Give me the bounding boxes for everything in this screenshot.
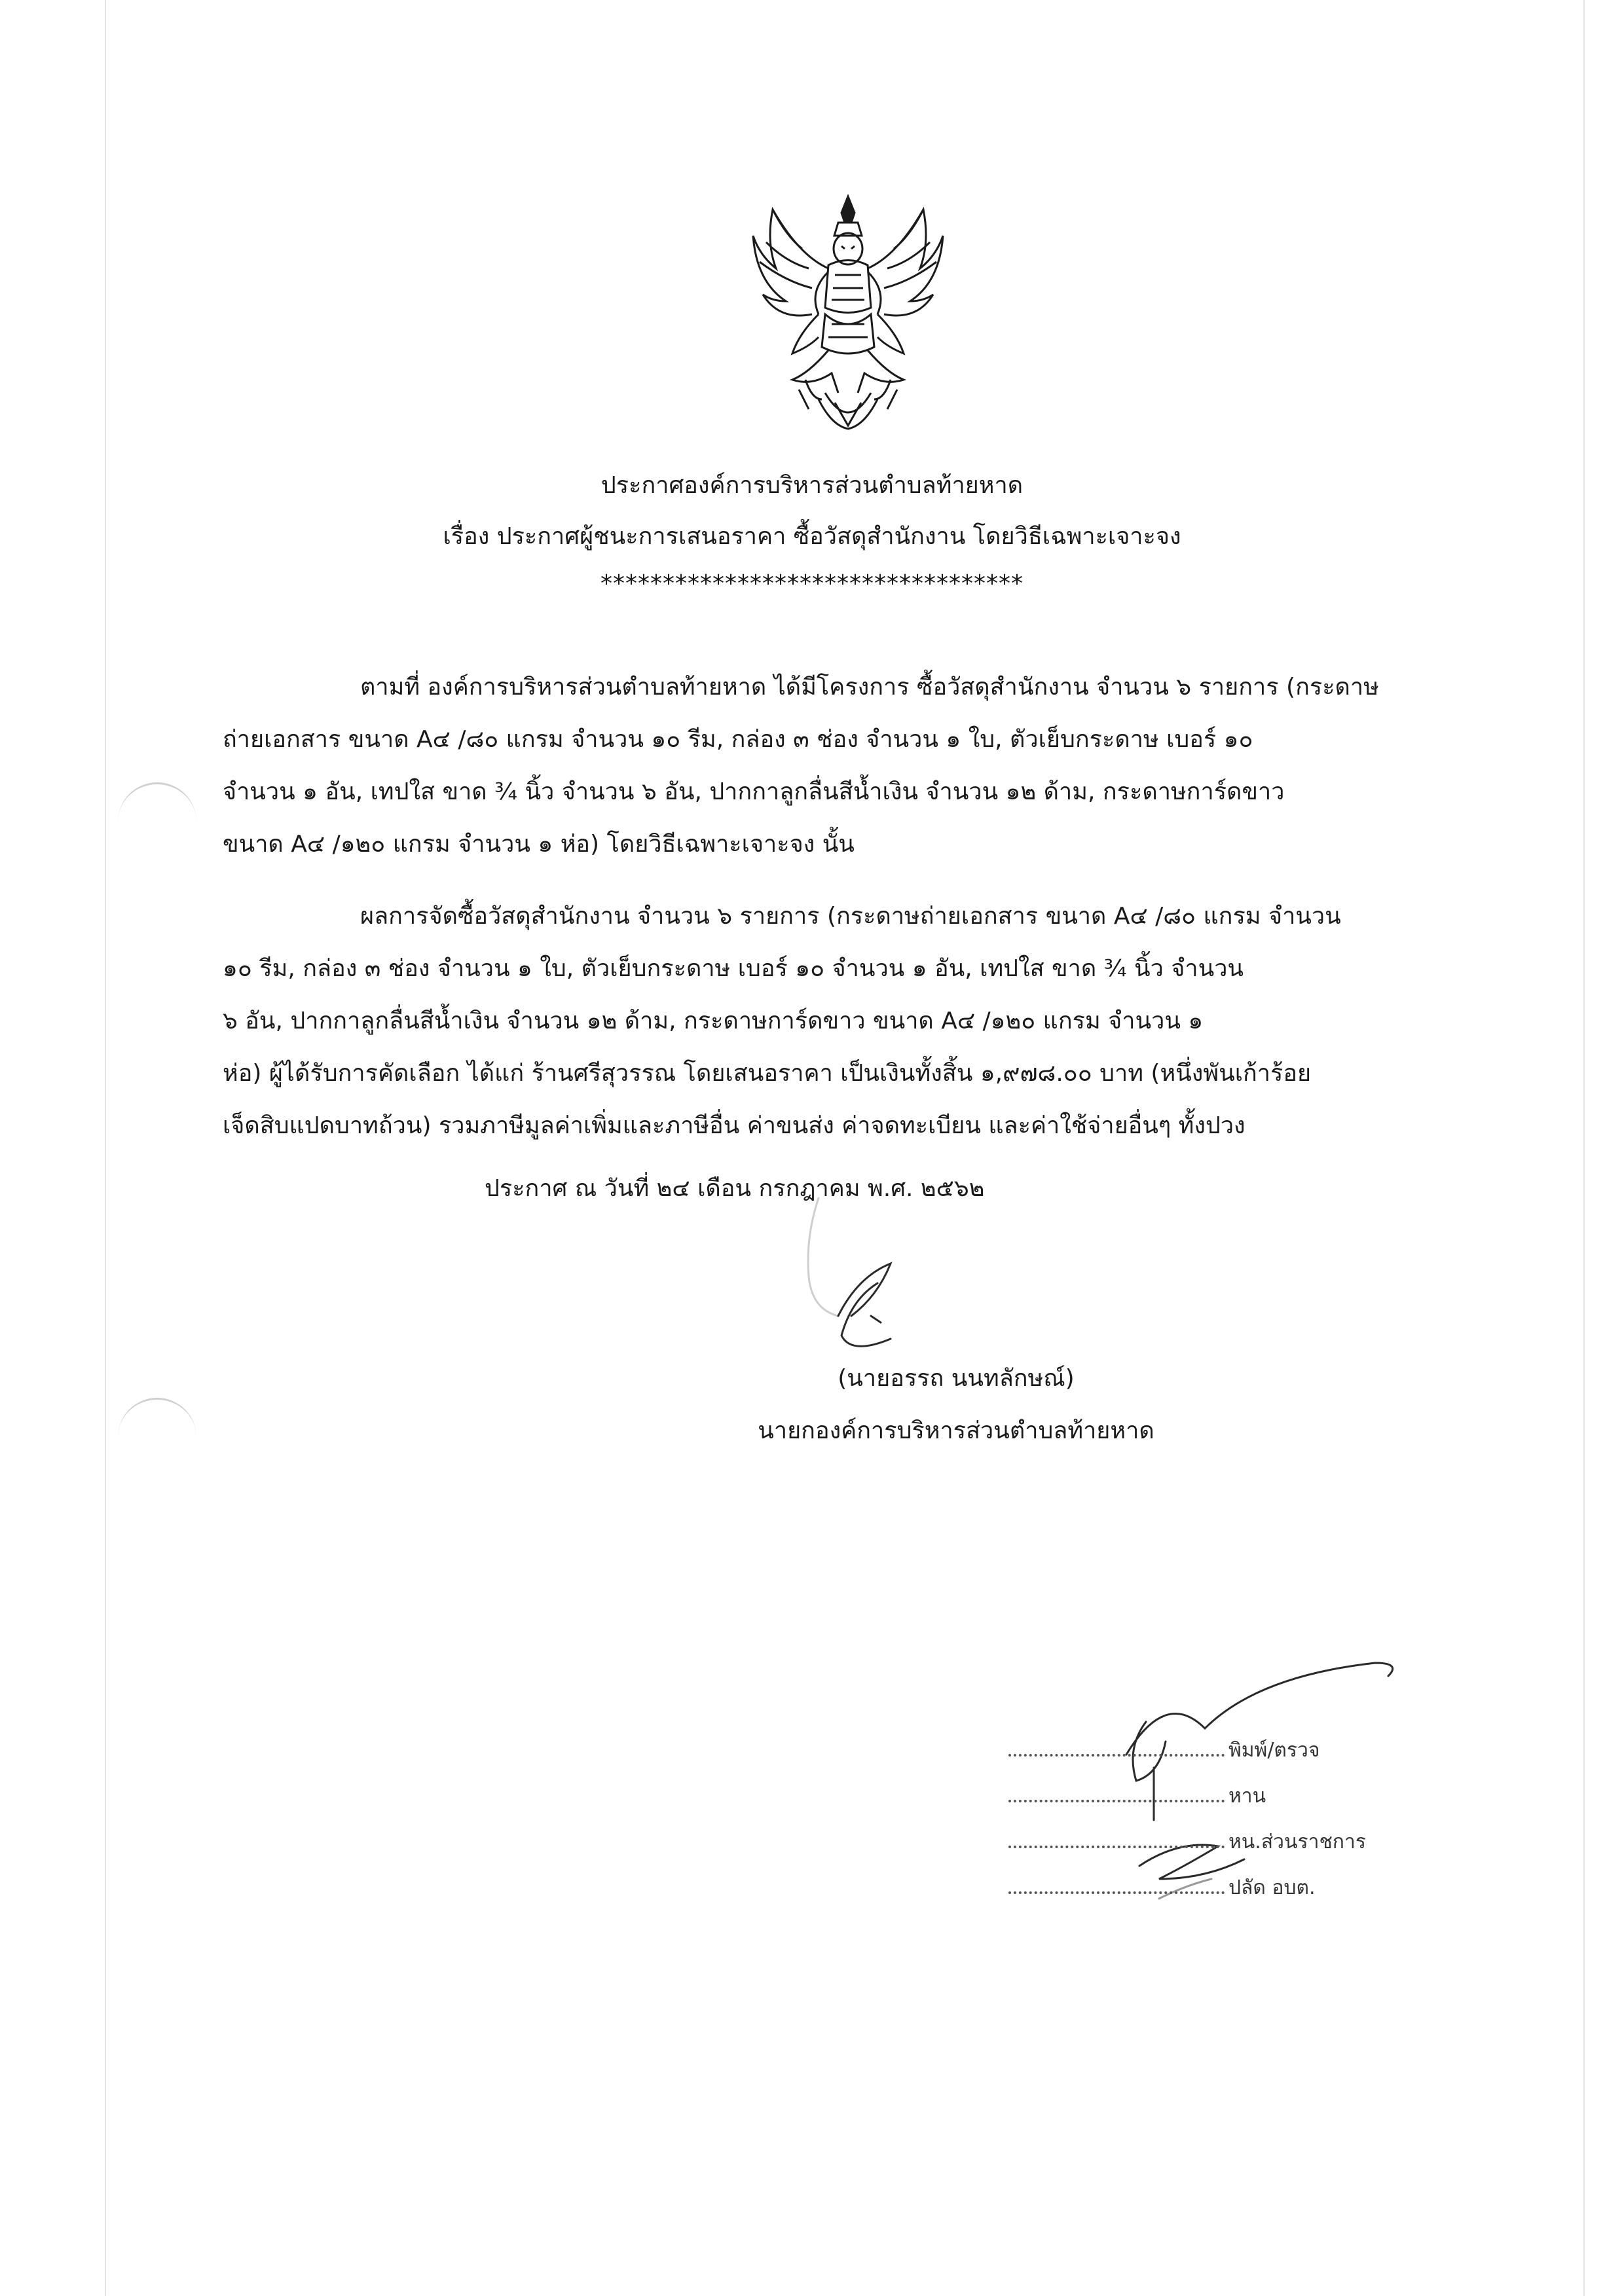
routing-row [1008,1781,1266,1812]
punch-hole-mark [118,1398,196,1446]
dotted-line [1008,1846,1225,1848]
handwritten-signature [779,1185,1015,1368]
page-edge-line [1583,0,1585,2296]
routing-row [1008,1735,1320,1766]
paragraph-line: ขนาด A๔ /๑๒๐ แกรม จำนวน ๑ ห่อ) โดยวิธีเฉพาะเจาะจง นั้น [223,831,855,858]
dotted-line [1008,1800,1225,1802]
announcement-subject: เรื่อง ประกาศผู้ชนะการเสนอราคา ซื้อวัสดุสำนักงาน โดยวิธีเฉพาะเจาะจง [443,523,1181,550]
routing-label: หน.ส่วนราชการ [1228,1831,1366,1853]
paragraph-line: ห่อ) ผู้ได้รับการคัดเลือก ได้แก่ ร้านศรีสุวรรณ โดยเสนอราคา เป็นเงินทั้งสิ้น ๑,๙๗๘.๐๐ บาท (หนึ่งพันเก้าร้อย [223,1060,1312,1087]
paragraph-line: ถ่ายเอกสาร ขนาด A๔ /๘๐ แกรม จำนวน ๑๐ รีม, กล่อง ๓ ช่อง จำนวน ๑ ใบ, ตัวเย็บกระดาษ เบอร์ ๑๐ [223,726,1253,753]
page-edge-line [105,0,106,2296]
paragraph-line: จำนวน ๑ อัน, เทปใส ขาด ¾ นิ้ว จำนวน ๖ อัน, ปากกาลูกลื่นสีน้ำเงิน จำนวน ๑๒ ด้าม, กระดาษการ์ดขาว [223,778,1285,805]
paragraph-line: ผลการจัดซื้อวัสดุสำนักงาน จำนวน ๖ รายการ (กระดาษถ่ายเอกสาร ขนาด A๔ /๘๐ แกรม จำนวน [360,903,1341,930]
routing-row [1008,1872,1316,1903]
header-separator: ********************************** [600,570,1024,597]
signer-position: นายกองค์การบริหารส่วนตำบลท้ายหาด [758,1417,1154,1444]
announcement-date: ประกาศ ณ วันที่ ๒๔ เดือน กรกฎาคม พ.ศ. ๒๕๖๒ [485,1175,985,1202]
routing-label: หาน [1228,1785,1266,1808]
routing-label: พิมพ์/ตรวจ [1228,1739,1320,1762]
routing-block [1008,1650,1467,1951]
paragraph-line: ๑๐ รีม, กล่อง ๓ ช่อง จำนวน ๑ ใบ, ตัวเย็บกระดาษ เบอร์ ๑๐ จำนวน ๑ อัน, เทปใส ขาด ¾ นิ้ว จำนวน [223,955,1244,982]
dotted-line [1008,1754,1225,1757]
punch-hole-mark [118,782,196,830]
paragraph-intro [223,661,1506,871]
dotted-line [1008,1891,1225,1894]
routing-label: ปลัด อบต. [1228,1876,1316,1899]
announcement-title: ประกาศองค์การบริหารส่วนตำบลท้ายหาด [600,472,1024,499]
paragraph-result [223,890,1506,1152]
paragraph-line: เจ็ดสิบแปดบาทถ้วน) รวมภาษีมูลค่าเพิ่มและภาษีอื่น ค่าขนส่ง ค่าจดทะเบียน และค่าใช้จ่ายอื่นๆ ทั้งปวง [223,1112,1246,1139]
paragraph-line: ตามที่ องค์การบริหารส่วนตำบลท้ายหาด ได้มีโครงการ ซื้อวัสดุสำนักงาน จำนวน ๖ รายการ (กระดาษ [360,674,1379,701]
garuda-emblem-icon [747,183,950,439]
routing-row [1008,1827,1366,1857]
paragraph-line: ๖ อัน, ปากกาลูกลื่นสีน้ำเงิน จำนวน ๑๒ ด้าม, กระดาษการ์ดขาว ขนาด A๔ /๑๒๐ แกรม จำนวน ๑ [223,1008,1204,1034]
signer-name: (นายอรรถ นนทลักษณ์) [838,1365,1075,1392]
